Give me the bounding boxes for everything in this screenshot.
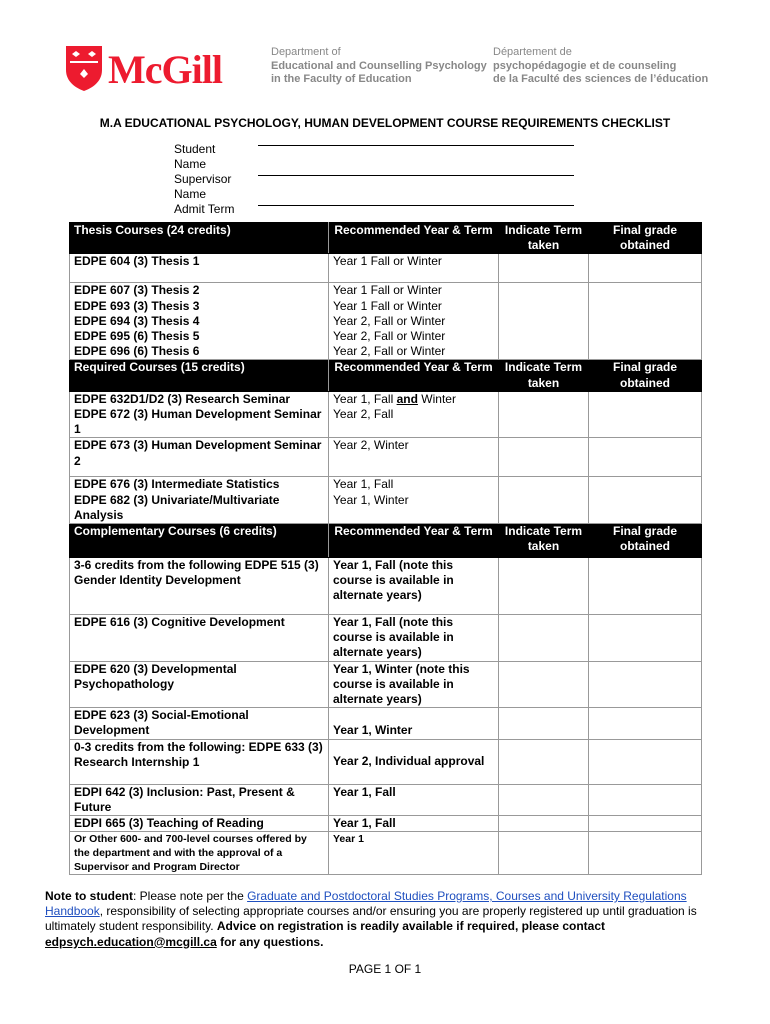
final-grade-cell[interactable] — [589, 708, 702, 739]
term-taken-cell[interactable] — [499, 558, 589, 615]
required-heading: Required Courses (15 credits) — [70, 360, 329, 391]
table-row: EDPE 604 (3) Thesis 1 Year 1 Fall or Winter — [70, 254, 702, 283]
term-taken-cell[interactable] — [499, 708, 589, 739]
department-english: Department of Educational and Counselling Psychology in the Faculty of Education — [271, 46, 487, 85]
final-grade-cell[interactable] — [589, 832, 702, 875]
supervisor-name-label: Supervisor Name — [174, 172, 232, 201]
mcgill-crest-icon — [64, 44, 104, 92]
final-grade-cell[interactable] — [589, 661, 702, 708]
table-row: 3-6 credits from the following EDPE 515 (3) Gender Identity Development Year 1, Fall (note this course is available in alternate years) — [70, 558, 702, 615]
complementary-header-row: Complementary Courses (6 credits) Recommended Year & Term Indicate Term taken Final grade obtained — [70, 524, 702, 558]
term-taken-cell[interactable] — [499, 816, 589, 832]
final-grade-cell[interactable] — [589, 615, 702, 662]
department-french: Département de psychopédagogie et de counseling de la Faculté des sciences de l’éducation — [493, 46, 709, 85]
logo-wordmark: McGill — [108, 47, 222, 92]
table-row: EDPI 665 (3) Teaching of Reading Year 1, Fall — [70, 816, 702, 832]
final-grade-cell[interactable] — [589, 816, 702, 832]
table-row: EDPE 616 (3) Cognitive Development Year 1, Fall (note this course is available in alternate years) — [70, 615, 702, 662]
term-taken-cell[interactable] — [499, 283, 589, 360]
table-row: EDPE 676 (3) Intermediate Statistics EDPE 682 (3) Univariate/Multivariate Analysis Year 1, Fall Year 1, Winter — [70, 477, 702, 524]
final-grade-cell[interactable] — [589, 438, 702, 477]
page-title: M.A EDUCATIONAL PSYCHOLOGY, HUMAN DEVELOPMENT COURSE REQUIREMENTS CHECKLIST — [99, 116, 671, 130]
table-row: EDPE 623 (3) Social-Emotional Development Year 1, Winter — [70, 708, 702, 739]
complementary-heading: Complementary Courses (6 credits) — [70, 524, 329, 558]
course-checklist-table — [69, 222, 702, 875]
table-row: 0-3 credits from the following: EDPE 633 (3) Research Internship 1 Year 2, Individual approval — [70, 739, 702, 784]
table-row: EDPE 607 (3) Thesis 2 EDPE 693 (3) Thesis 3 EDPE 694 (3) Thesis 4 EDPE 695 (6) Thesis 5 EDPE 696 (6) Thesis 6 Year 1 Fall or Winter Year 1 Fall or Winter Year 2, Fall or Winter Year 2, Fall or Winter Year 2, Fall or Winter — [70, 283, 702, 360]
required-header-row: Required Courses (15 credits) Recommended Year & Term Indicate Term taken Final grade obtained — [70, 360, 702, 391]
thesis-header-row — [70, 223, 702, 254]
student-name-field[interactable] — [258, 145, 574, 146]
page-number: PAGE 1 OF 1 — [348, 962, 422, 976]
term-taken-cell[interactable] — [499, 661, 589, 708]
indicate-header: Indicate Term taken — [499, 223, 589, 254]
mcgill-logo — [64, 44, 254, 94]
student-name-label: Student Name — [174, 142, 216, 171]
note-to-student: Note to student: Please note per the Graduate and Postdoctoral Studies Programs, Courses and University Regulations Handbook, responsibility of selecting appropriate courses and/or ensuring you are properly registered up until graduation is ultimately student responsibility. Advice on registration is readily available if required, please contact edpsych.education@mcgill.ca for any questions. — [45, 889, 697, 949]
handbook-link[interactable]: Graduate and Postdoctoral Studies Programs, Courses and University Regulations Handbook — [45, 889, 687, 919]
final-grade-cell[interactable] — [589, 558, 702, 615]
final-grade-cell[interactable] — [589, 477, 702, 524]
term-taken-cell[interactable] — [499, 438, 589, 477]
term-taken-cell[interactable] — [499, 784, 589, 815]
recommended-header: Recommended Year & Term — [329, 223, 499, 254]
table-row: Or Other 600- and 700-level courses offered by the department and with the approval of a Supervisor and Program Director Year 1 — [70, 832, 702, 875]
term-taken-cell[interactable] — [499, 615, 589, 662]
table-row: EDPE 620 (3) Developmental Psychopathology Year 1, Winter (note this course is available in alternate years) — [70, 661, 702, 708]
final-grade-cell[interactable] — [589, 254, 702, 283]
final-header: Final grade obtained — [589, 223, 702, 254]
email-link[interactable]: edpsych.education@mcgill.ca — [45, 934, 217, 949]
final-grade-cell[interactable] — [589, 391, 702, 438]
table-row: EDPE 673 (3) Human Development Seminar 2 Year 2, Winter — [70, 438, 702, 477]
table-row: EDPI 642 (3) Inclusion: Past, Present & Future Year 1, Fall — [70, 784, 702, 815]
term-taken-cell[interactable] — [499, 832, 589, 875]
admit-term-field[interactable] — [258, 205, 574, 206]
final-grade-cell[interactable] — [589, 739, 702, 784]
supervisor-name-field[interactable] — [258, 175, 574, 176]
admit-term-label: Admit Term — [174, 202, 235, 216]
term-taken-cell[interactable] — [499, 739, 589, 784]
term-taken-cell[interactable] — [499, 254, 589, 283]
table-row: EDPE 632D1/D2 (3) Research Seminar EDPE 672 (3) Human Development Seminar 1 Year 1, Fall and Winter Year 2, Fall — [70, 391, 702, 438]
term-taken-cell[interactable] — [499, 391, 589, 438]
final-grade-cell[interactable] — [589, 283, 702, 360]
term-taken-cell[interactable] — [499, 477, 589, 524]
thesis-heading: Thesis Courses (24 credits) — [70, 223, 329, 254]
final-grade-cell[interactable] — [589, 784, 702, 815]
